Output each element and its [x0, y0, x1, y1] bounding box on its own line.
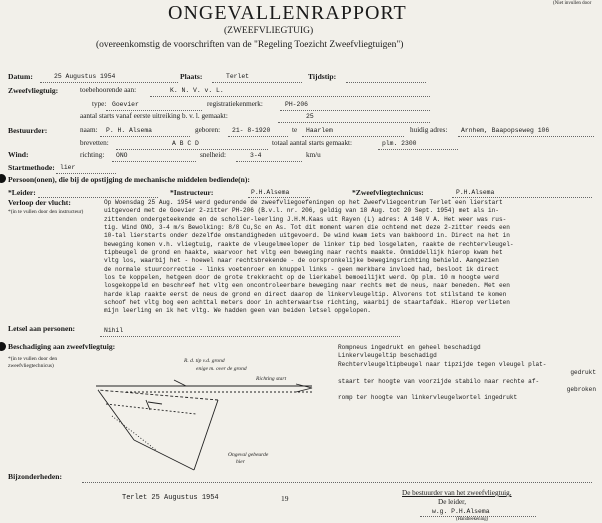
flight-line: schoof het vltg bog een achttal meters door in achterwaartse richting, waarbij de staartafdak. Hierop verlieten — [104, 299, 510, 307]
wind-speed-value: 3-4 — [250, 152, 262, 159]
glider-reg-value: PH-206 — [285, 101, 309, 108]
datum-label: Datum: — [8, 72, 33, 81]
pilot-born-place-value: Haarlem — [306, 127, 333, 134]
glider-type-label: type: — [92, 100, 107, 108]
wind-label: Wind: — [8, 150, 29, 159]
pilot-address-label: huidig adres: — [410, 126, 448, 134]
footer-page-number: 19 — [281, 494, 289, 503]
flight-label: Verloop der vlucht: — [8, 198, 71, 207]
damage-line: gebroken — [566, 386, 596, 394]
sketch-note-top: R. d. tip v.d. grond — [184, 358, 225, 364]
report-title: ONGEVALLENRAPPORT — [168, 2, 407, 24]
particulars-label: Bijzonderheden: — [8, 472, 62, 481]
sketch-note-bottom: Ongeval gebeurde — [228, 452, 269, 458]
pilot-total-value: plm. 2300 — [382, 140, 417, 147]
pilot-name-value: P. H. Alsema — [106, 127, 153, 134]
signature-note: (Handteekening) — [456, 517, 489, 522]
flight-line: harde klap raakte eerst de neus de grond en direct daarop de linkervleugeltip. Alvorens tot stilstand te komen — [104, 290, 507, 298]
punch-hole-top — [0, 174, 6, 183]
technician-label: *Zweefvliegtechnicus: — [352, 188, 424, 197]
corner-note: (Niet invullen door — [553, 1, 592, 6]
flight-line: tipbeugel de grond en haakte, waarvoor het vltg een beweging naar rechts maakte. Onmiddellijk hierop kwam het — [104, 249, 503, 257]
datum-value: 25 Augustus 1954 — [54, 73, 116, 80]
pilot-name-label: naam: — [80, 126, 98, 134]
pilot-address-value: Arnhem, Baapopseweg 106 — [461, 127, 550, 134]
damage-description — [338, 344, 600, 403]
glider-reg-label: registratiekenmerk: — [207, 100, 263, 108]
sketch-note-bottom2: hier — [236, 459, 245, 465]
start-method-value: lier — [60, 164, 76, 171]
pilot-licences-value: A B C D — [172, 140, 199, 147]
accident-sketch — [86, 352, 336, 472]
signature-title: De leider, — [438, 498, 467, 506]
flight-narrative — [104, 199, 594, 316]
glider-type-value: Goevier — [112, 101, 139, 108]
flight-line: zittenden ondergeteekende en de scholier-leerling J.H.M.Kaas uit Rayen (L) adres: A 148 V A. Het weer was rus- — [104, 215, 507, 223]
leader-label: *Leider: — [8, 188, 36, 197]
damage-line: Linkervleugeltip beschadigd — [338, 352, 437, 360]
damage-line: gedrukt — [570, 369, 596, 377]
wind-direction-value: ONO — [116, 152, 128, 159]
flight-line: 10-tal lierstarts onder dezelfde omstandigheden uitgevoerd. De wind kwam iets van bakboord in. Direct na het in — [104, 232, 510, 240]
pilot-born-place-label: te — [292, 126, 298, 134]
flight-line: beweging komen v.h. vliegtuig, raakte de vleugelmeeloper de linker tip bed losgelaten, raakte de rechtervleugel- — [104, 240, 514, 248]
start-method-label: Startmethode: — [8, 163, 55, 172]
report-subtitle: (ZWEEFVLIEGTUIG) — [224, 26, 314, 36]
tijdstip-label: Tijdstip: — [308, 72, 337, 81]
damage-line: Rompneus ingedrukt en geheel beschadigd — [338, 344, 481, 351]
pilot-born-label: geboren: — [195, 126, 221, 134]
glider-starts-value: 25 — [306, 113, 314, 120]
injury-value: Nihil — [104, 327, 124, 334]
persons-heading: Persoon(onen), die bij de opstijging de mechanische middelen bediende(n): — [8, 175, 250, 184]
instructor-label: *Instructeur: — [170, 188, 214, 197]
flight-line: tig. Wind ONO, 3-4 m/s Bewolking: 8/8 Cu,Sc en As. Tot dit moment waren die ochtend met deze 2-zitter reeds een — [104, 224, 510, 232]
plaats-label: Plaats: — [180, 72, 203, 81]
sketch-note-right: Richting start — [256, 376, 287, 382]
punch-hole-mid — [0, 342, 6, 351]
instructor-value: P.H.Alsema — [251, 189, 290, 196]
wind-speed-label: snelheid: — [200, 151, 226, 159]
pilot-label: Bestuurder: — [8, 126, 48, 135]
glider-starts-label: aantal starts vanaf eerste uitreiking b. v. l. gemaakt: — [80, 112, 228, 120]
damage-note: *(in te vullen door den zweefvliegtechnicus) — [8, 356, 58, 369]
plaats-value: Terlet — [226, 73, 250, 80]
wind-direction-label: richting: — [80, 151, 105, 159]
pilot-born-value: 21- 8-1920 — [232, 127, 271, 134]
wind-unit: km/u — [306, 151, 321, 159]
flight-line: losgekoppeld en beschreef het vltg een oncontroleerbare beweging naar rechts met de neus, naar beneden. Met een — [104, 282, 510, 290]
flight-line: vltg los, waarbij het - hoewel naar rechtsbrekende - de oorspronkelijke bewegingsrichting behield. Aangezien — [104, 257, 499, 265]
pilot-total-label: totaal aantal starts gemaakt: — [272, 139, 353, 147]
damage-line: Rechtervleugeltipbeugel naar tipzijde tegen vleugel plat- — [338, 360, 547, 368]
pilot-licences-label: brevetten: — [80, 139, 109, 147]
damage-label: Beschadiging aan zweefvliegtuig: — [8, 342, 116, 351]
damage-line: staart ter hoogte van voorzijde stabilo naar rechte af- — [338, 377, 540, 385]
damage-line: romp ter hoogte van linkervleugelwortel ingedrukt — [338, 394, 518, 402]
sketch-note-top2: enige m. over de grond — [196, 366, 247, 372]
flight-line: los te koppelen, hetgeen door de grote trekkracht op de lierkabel bemoeilijkt werd. Op plm. 10 m hoogte werd — [104, 274, 499, 282]
flight-line: uitgevoerd met de Goevier 2-zitter PH-206 (B.v.l. nr. 206, geldig van 18 Aug. tot 20 Sept. 1954) met als in- — [104, 207, 499, 215]
signature-name: w.g. P.H.Alsema — [432, 508, 490, 515]
flight-line: de normale stuurcorrectie - links voetenroer en knuppel links - geen merkbare invloed had, besloot ik direct — [104, 265, 499, 273]
glider-owner-value: K. N. V. v. L. — [170, 87, 224, 94]
flight-note: *(in te vullen door den instructeur) — [8, 209, 84, 215]
flight-line: Op Woensdag 25 Aug. 1954 werd gedurende de zweefvliegoefeningen op het Zweefvliegcentrum Terlet een lierstart — [104, 199, 503, 206]
signature-heading: De bestuurder van het zweefvliegtuig, — [402, 489, 512, 497]
flight-line: mijn leerling en ik het vltg. We hadden geen van beiden letsel opgelopen. — [104, 307, 371, 315]
injury-label: Letsel aan personen: — [8, 324, 76, 333]
report-regulation: (overeenkomstig de voorschriften van de "Regeling Toezicht Zweefvliegtuigen") — [96, 40, 404, 50]
footer-place-date: Terlet 25 Augustus 1954 — [122, 494, 219, 502]
glider-label: Zweefvliegtuig: — [8, 86, 59, 95]
glider-owner-label: toebehoorende aan: — [80, 86, 137, 94]
technician-value: P.H.Alsema — [456, 189, 495, 196]
